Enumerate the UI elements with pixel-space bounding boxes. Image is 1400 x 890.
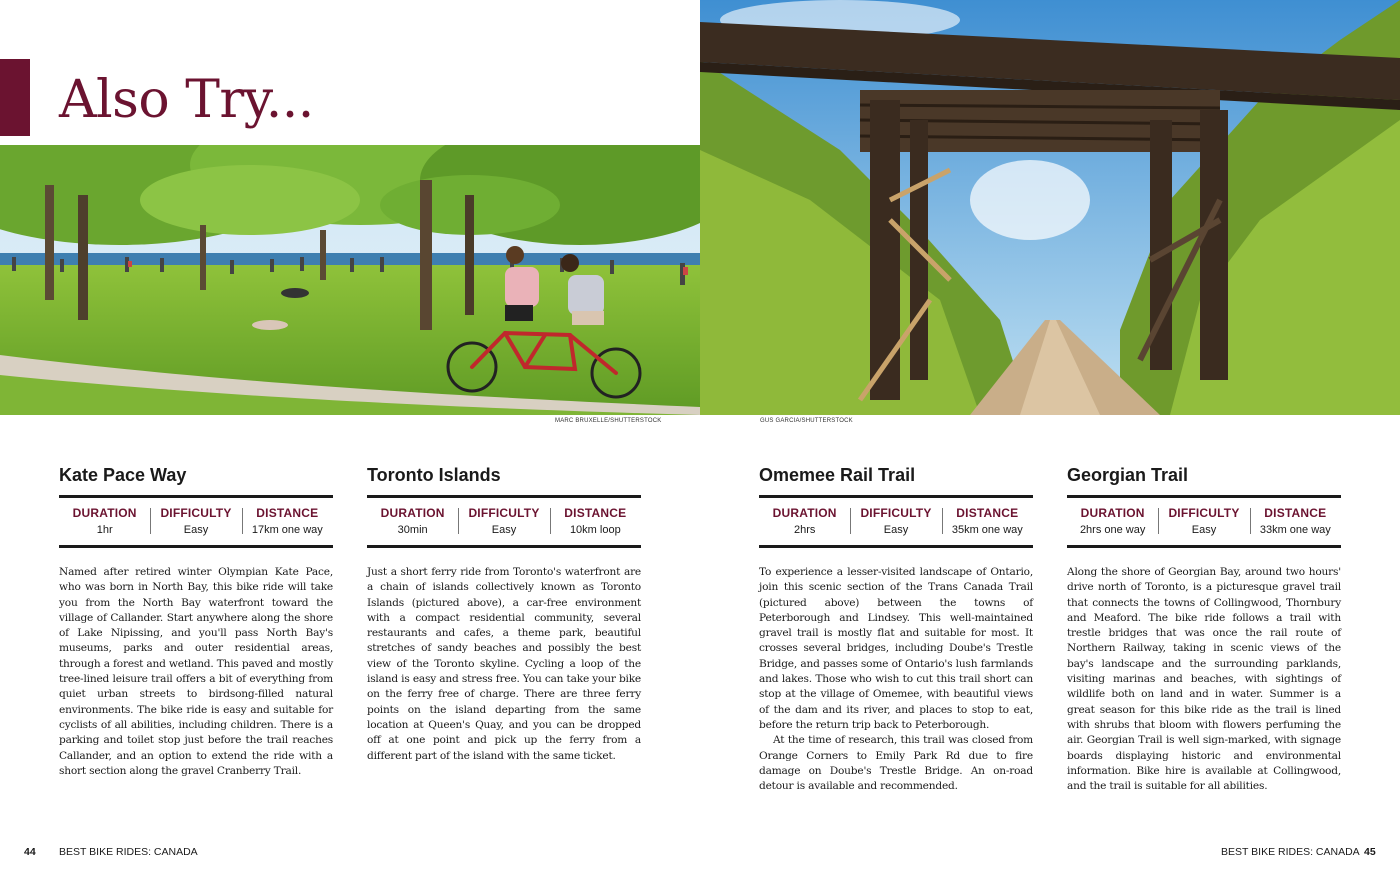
trail-omemee-rail-trail (759, 462, 1033, 794)
running-title-left: BEST BIKE RIDES: CANADA (59, 846, 198, 858)
stat-label: DURATION (1080, 506, 1145, 520)
stat-difficulty (1158, 505, 1249, 539)
stat-difficulty (150, 505, 241, 539)
stat-label: DIFFICULTY (468, 506, 540, 520)
running-title-right: BEST BIKE RIDES: CANADA (1221, 846, 1360, 858)
stat-value: Easy (883, 524, 909, 536)
stat-value: 2hrs (793, 524, 816, 536)
stat-label: DISTANCE (1264, 506, 1327, 520)
stat-value: Easy (491, 524, 517, 536)
stat-value: 10km loop (569, 524, 621, 536)
stat-duration (759, 505, 850, 539)
stat-label: DURATION (380, 506, 445, 520)
stat-duration (1067, 505, 1158, 539)
stat-difficulty (458, 505, 549, 539)
stat-label: DURATION (72, 506, 137, 520)
trail-name: Toronto Islands (367, 465, 501, 485)
page-number-right: 45 (1364, 846, 1376, 858)
stat-duration (59, 505, 150, 539)
trail-stats (59, 495, 333, 548)
stat-label: DISTANCE (564, 506, 627, 520)
stat-value: 17km one way (251, 524, 323, 536)
page-heading: Also Try... (59, 70, 314, 130)
stat-difficulty (850, 505, 941, 539)
trail-name: Omemee Rail Trail (759, 465, 916, 485)
stat-label: DURATION (772, 506, 837, 520)
trail-description: Named after retired winter Olympian Kate Pace, who was born in North Bay, this bike ride will take you from the North Bay waterfront toward the village of Callander. Start anywhere along the shore of Lake Nipissing, and you'll pass North Bay's museums, parks and outer residential areas, through a forest and wetland. This paved and mostly tree-lined leisure trail offers a bit of everything from quiet urban streets to birdsong-filled natural environments. The bike ride is easy and suitable for cyclists of all abilities, including children. There is a parking and toilet stop just before the trail reaches Callander, and an option to extend the ride with a short section along the gravel Cranberry Trail. (59, 566, 333, 777)
trail-stats (367, 495, 641, 548)
trail-kate-pace-way (59, 462, 333, 779)
photo-omemee-trestle (700, 0, 1400, 415)
trail-georgian-trail (1067, 462, 1341, 794)
stat-value: 1hr (96, 524, 113, 536)
photo-toronto-islands (0, 145, 700, 415)
stat-value: Easy (183, 524, 209, 536)
photo-credit-right: GUS GARCIA/SHUTTERSTOCK (760, 418, 853, 424)
stat-value: 30min (397, 524, 428, 536)
trail-description-note: At the time of research, this trail was closed from Orange Corners to Emily Park Rd due to fire damage on Doube's Trestle Bridge. An on-road detour is available and recommended. (759, 734, 1033, 793)
stat-distance (1250, 505, 1341, 539)
stat-distance (242, 505, 333, 539)
stat-value: Easy (1191, 524, 1217, 536)
trail-name: Kate Pace Way (59, 465, 187, 485)
trail-toronto-islands (367, 462, 641, 764)
trail-stats (1067, 495, 1341, 548)
section-tab-left (0, 59, 30, 136)
trail-stats (759, 495, 1033, 548)
trail-description: Just a short ferry ride from Toronto's waterfront are a chain of islands collectively known as Toronto Islands (pictured above), a car-free environment with a compact residential community, several restaurants and cafes, a theme park, beautiful stretches of sandy beaches and possibly the best view of the Toronto skyline. Cycling a loop of the island is easy and stress free. You can take your bike on the ferry free of charge. There are three ferry points on the island departing from the same location at Queen's Quay, and you can be dropped off at one point and pick up the ferry from a different part of the island with the same ticket. (367, 566, 641, 762)
trail-description: To experience a lesser-visited landscape of Ontario, join this scenic section of the Trans Canada Trail (pictured above) between the towns of Peterborough and Lindsey. This well-maintained gravel trail is mostly flat and suitable for most. It crosses several bridges, including Doube's Trestle Bridge, and passes some of Ontario's lush farmlands and lakes. Those who wish to cut this trail short can stop at the village of Omemee, with beautiful views of the dam and its river, and places to stop to eat, before the return trip back to Peterborough. (759, 566, 1033, 731)
stat-duration (367, 505, 458, 539)
stat-label: DISTANCE (256, 506, 319, 520)
stat-value: 33km one way (1259, 524, 1331, 536)
stat-label: DISTANCE (956, 506, 1019, 520)
stat-label: DIFFICULTY (860, 506, 932, 520)
photo-credit-left: MARC BRUXELLE/SHUTTERSTOCK (555, 418, 662, 424)
stat-label: DIFFICULTY (160, 506, 232, 520)
stat-distance (942, 505, 1033, 539)
stat-label: DIFFICULTY (1168, 506, 1240, 520)
trail-name: Georgian Trail (1067, 465, 1189, 485)
trail-description: Along the shore of Georgian Bay, around two hours' drive north of Toronto, is a picturesque gravel trail that connects the towns of Collingwood, Thornbury and Meaford. The bike ride follows a trail with trestle bridges that was once the rail route of Northern Railway, taking in scenic views of the bay's landscape and the surrounding parklands, visiting marinas and beaches, with sightings of wildlife both on land and in water. Summer is a great season for this bike ride as the trail is lined with shrubs that bloom with flowers perfuming the air. Georgian Trail is well sign-marked, with signage boards displaying historic and environmental information. Bike hire is available at Collingwood, and the trail is suitable for all abilities. (1067, 566, 1341, 793)
page-number-left: 44 (24, 846, 36, 858)
stat-value: 2hrs one way (1079, 524, 1146, 536)
stat-distance (550, 505, 641, 539)
stat-value: 35km one way (951, 524, 1023, 536)
